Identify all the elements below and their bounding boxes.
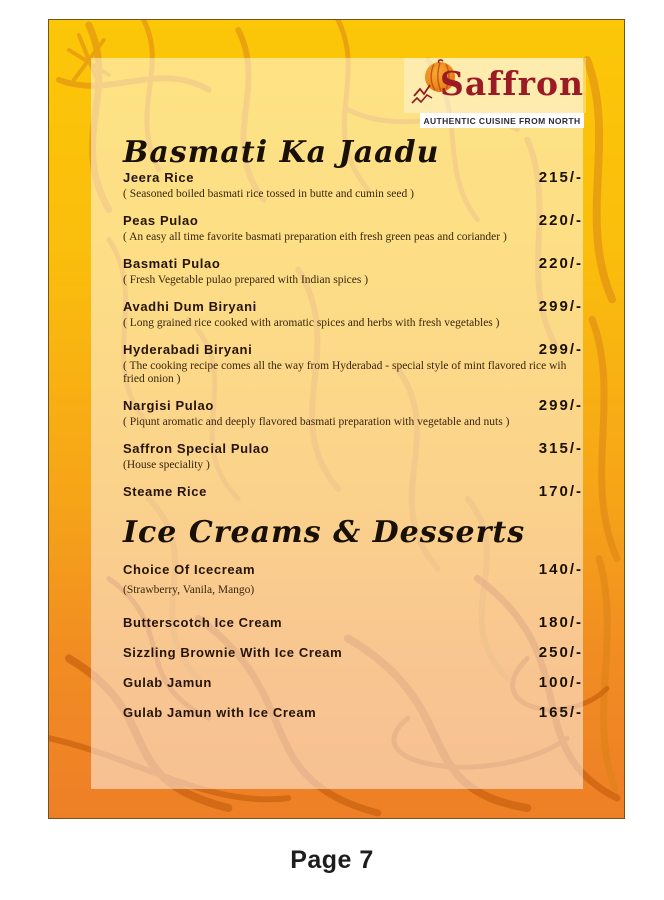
item-description: ( Piqunt aromatic and deeply flavored basmati preparation with vegetable and nuts )	[123, 416, 510, 428]
item-name: Steame Rice	[123, 484, 207, 499]
menu-image	[48, 19, 625, 819]
menu-item	[123, 256, 583, 287]
item-price: 220/-	[538, 212, 583, 229]
logo-tagline: AUTHENTIC CUISINE FROM NORTH	[420, 113, 584, 128]
menu-item-row	[123, 299, 583, 315]
item-name: Sizzling Brownie With Ice Cream	[123, 645, 343, 660]
item-description: ( An easy all time favorite basmati preparation eith fresh green peas and coriander )	[123, 231, 507, 243]
item-name: Nargisi Pulao	[123, 398, 214, 413]
item-description: ( Long grained rice cooked with aromatic spices and herbs with fresh vegetables )	[123, 317, 500, 329]
menu-item-row	[123, 256, 583, 272]
item-price: 299/-	[538, 397, 583, 414]
item-name: Saffron Special Pulao	[123, 441, 270, 456]
saffron-logo	[404, 58, 586, 128]
menu-item	[123, 299, 583, 330]
menu-item	[123, 562, 583, 597]
page-number: Page 7	[290, 846, 374, 874]
menu-item	[123, 484, 583, 500]
item-name: Basmati Pulao	[123, 256, 221, 271]
item-description: (Strawberry, Vanila, Mango)	[123, 584, 255, 596]
menu-item	[123, 170, 583, 201]
menu-section	[123, 516, 583, 721]
menu-item-row	[123, 675, 583, 691]
item-name: Choice Of Icecream	[123, 562, 256, 577]
menu-item	[123, 342, 583, 386]
item-price: 140/-	[538, 561, 583, 578]
item-price: 100/-	[538, 674, 583, 691]
menu-item	[123, 213, 583, 244]
menu-item-row	[123, 484, 583, 500]
item-price: 170/-	[538, 483, 583, 500]
menu-content	[123, 136, 583, 735]
menu-item	[123, 398, 583, 429]
item-name: Gulab Jamun	[123, 675, 212, 690]
item-price: 299/-	[538, 298, 583, 315]
item-name: Avadhi Dum Biryani	[123, 299, 257, 314]
menu-item-row	[123, 705, 583, 721]
item-price: 165/-	[538, 704, 583, 721]
menu-item-row	[123, 213, 583, 229]
section-heading: Ice Creams & Desserts	[123, 515, 526, 550]
item-description: ( Seasoned boiled basmati rice tossed in butte and cumin seed )	[123, 188, 414, 200]
menu-item-row	[123, 645, 583, 661]
section-items	[123, 170, 583, 500]
logo-wordmark: Saffron	[440, 64, 584, 103]
item-name: Hyderabadi Biryani	[123, 342, 253, 357]
menu-item-row	[123, 615, 583, 631]
menu-item-row	[123, 562, 583, 578]
item-name: Peas Pulao	[123, 213, 199, 228]
item-name: Gulab Jamun with Ice Cream	[123, 705, 317, 720]
menu-item	[123, 705, 583, 721]
item-price: 215/-	[538, 169, 583, 186]
item-description: (House speciality )	[123, 459, 210, 471]
menu-item	[123, 675, 583, 691]
menu-item-row	[123, 441, 583, 457]
item-price: 299/-	[538, 341, 583, 358]
menu-item	[123, 645, 583, 661]
item-price: 180/-	[538, 614, 583, 631]
menu-item	[123, 441, 583, 472]
item-price: 315/-	[538, 440, 583, 457]
menu-section	[123, 136, 583, 500]
item-name: Butterscotch Ice Cream	[123, 615, 283, 630]
menu-item-row	[123, 342, 583, 358]
item-price: 220/-	[538, 255, 583, 272]
section-items	[123, 562, 583, 721]
item-description: ( Fresh Vegetable pulao prepared with Indian spices )	[123, 274, 369, 286]
menu-item-row	[123, 398, 583, 414]
item-description: ( The cooking recipe comes all the way from Hyderabad - special style of mint flavored rice wih fried onion )	[123, 360, 567, 385]
menu-item-row	[123, 170, 583, 186]
item-price: 250/-	[538, 644, 583, 661]
section-heading: Basmati Ka Jaadu	[123, 135, 440, 170]
item-name: Jeera Rice	[123, 170, 195, 185]
menu-item	[123, 615, 583, 631]
